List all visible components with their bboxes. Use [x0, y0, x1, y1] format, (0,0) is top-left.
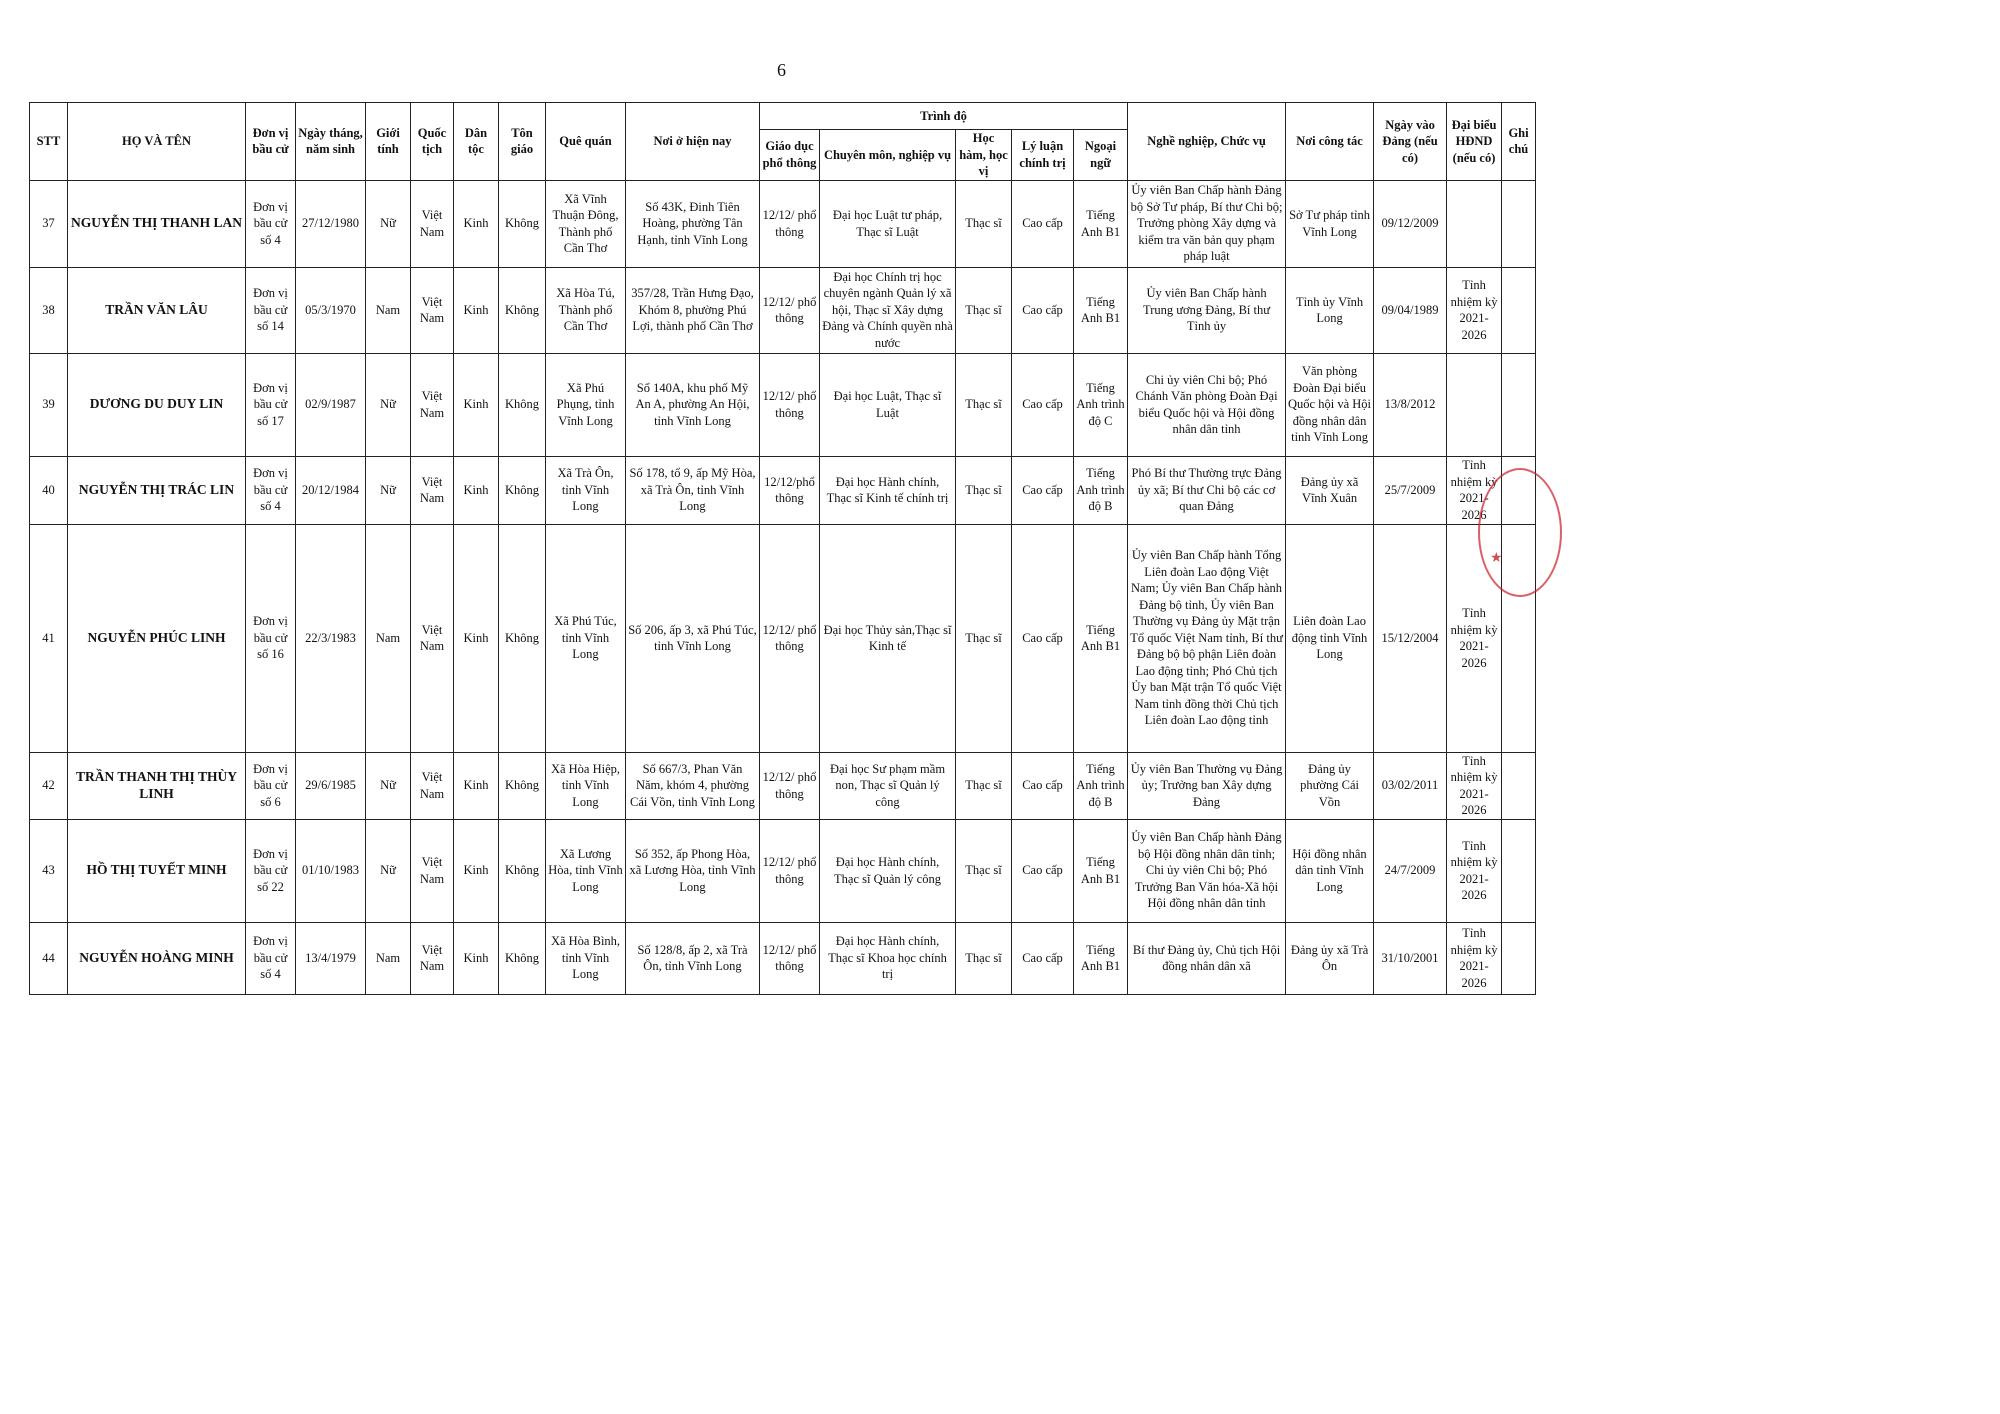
cell-unit: Đơn vị bầu cử số 22: [246, 819, 296, 922]
cell-gender: Nữ: [366, 456, 411, 524]
page-number: 6: [777, 60, 786, 80]
cell-hometown: Xã Vĩnh Thuận Đông, Thành phố Cần Thơ: [546, 180, 626, 267]
cell-gender: Nam: [366, 267, 411, 353]
cell-gender: Nam: [366, 524, 411, 752]
col-party-date: Ngày vào Đảng (nếu có): [1374, 103, 1447, 181]
cell-ethnicity: Kinh: [454, 180, 499, 267]
cell-specialty: Đại học Thủy sản,Thạc sĩ Kinh tế: [820, 524, 956, 752]
table-row: [30, 267, 1536, 353]
cell-religion: Không: [499, 267, 546, 353]
cell-party-date: 25/7/2009: [1374, 456, 1447, 524]
cell-party-date: 09/12/2009: [1374, 180, 1447, 267]
cell-language: Tiếng Anh B1: [1074, 267, 1128, 353]
col-unit: Đơn vị bầu cử: [246, 103, 296, 181]
col-specialty: Chuyên môn, nghiệp vụ: [820, 130, 956, 181]
cell-degree: Thạc sĩ: [956, 922, 1012, 994]
cell-specialty: Đại học Luật, Thạc sĩ Luật: [820, 353, 956, 456]
cell-language: Tiếng Anh B1: [1074, 922, 1128, 994]
cell-ethnicity: Kinh: [454, 922, 499, 994]
cell-language: Tiếng Anh B1: [1074, 524, 1128, 752]
col-education-group: Trình độ: [760, 103, 1128, 130]
cell-nationality: Việt Nam: [411, 456, 454, 524]
cell-delegate: Tỉnh nhiệm kỳ 2021-2026: [1447, 819, 1502, 922]
col-occupation: Nghề nghiệp, Chức vụ: [1128, 103, 1286, 181]
col-nationality: Quốc tịch: [411, 103, 454, 181]
cell-religion: Không: [499, 524, 546, 752]
cell-nationality: Việt Nam: [411, 922, 454, 994]
cell-unit: Đơn vị bầu cử số 4: [246, 180, 296, 267]
cell-unit: Đơn vị bầu cử số 4: [246, 456, 296, 524]
col-degree: Học hàm, học vị: [956, 130, 1012, 181]
cell-party-date: 03/02/2011: [1374, 752, 1447, 819]
cell-language: Tiếng Anh B1: [1074, 819, 1128, 922]
cell-note: [1502, 353, 1536, 456]
col-hometown: Quê quán: [546, 103, 626, 181]
cell-name: TRẦN VĂN LÂU: [68, 267, 246, 353]
cell-language: Tiếng Anh trình độ B: [1074, 752, 1128, 819]
cell-unit: Đơn vị bầu cử số 4: [246, 922, 296, 994]
cell-religion: Không: [499, 752, 546, 819]
cell-delegate: Tỉnh nhiệm kỳ 2021-2026: [1447, 752, 1502, 819]
cell-note: [1502, 819, 1536, 922]
cell-note: [1502, 524, 1536, 752]
cell-occupation: Ủy viên Ban Chấp hành Trung ương Đảng, Bí thư Tỉnh ủy: [1128, 267, 1286, 353]
cell-stt: 43: [30, 819, 68, 922]
cell-note: [1502, 456, 1536, 524]
col-delegate: Đại biểu HĐND (nếu có): [1447, 103, 1502, 181]
cell-religion: Không: [499, 819, 546, 922]
cell-delegate: Tỉnh nhiệm kỳ 2021-2026: [1447, 524, 1502, 752]
cell-name: HỒ THỊ TUYẾT MINH: [68, 819, 246, 922]
cell-general-ed: 12/12/ phổ thông: [760, 922, 820, 994]
cell-hometown: Xã Phú Túc, tỉnh Vĩnh Long: [546, 524, 626, 752]
table-row: [30, 524, 1536, 752]
cell-political: Cao cấp: [1012, 353, 1074, 456]
cell-stt: 44: [30, 922, 68, 994]
cell-delegate: [1447, 353, 1502, 456]
cell-ethnicity: Kinh: [454, 267, 499, 353]
col-stt: STT: [30, 103, 68, 181]
cell-nationality: Việt Nam: [411, 819, 454, 922]
cell-note: [1502, 180, 1536, 267]
cell-workplace: Liên đoàn Lao động tỉnh Vĩnh Long: [1286, 524, 1374, 752]
cell-residence: Số 128/8, ấp 2, xã Trà Ôn, tỉnh Vĩnh Long: [626, 922, 760, 994]
cell-hometown: Xã Trà Ôn, tỉnh Vĩnh Long: [546, 456, 626, 524]
cell-residence: Số 206, ấp 3, xã Phú Túc, tỉnh Vĩnh Long: [626, 524, 760, 752]
cell-stt: 41: [30, 524, 68, 752]
cell-stt: 40: [30, 456, 68, 524]
cell-general-ed: 12/12/phổ thông: [760, 456, 820, 524]
cell-political: Cao cấp: [1012, 922, 1074, 994]
cell-political: Cao cấp: [1012, 180, 1074, 267]
cell-gender: Nữ: [366, 180, 411, 267]
cell-specialty: Đại học Sư phạm mầm non, Thạc sĩ Quản lý công: [820, 752, 956, 819]
cell-hometown: Xã Hòa Bình, tỉnh Vĩnh Long: [546, 922, 626, 994]
cell-party-date: 09/04/1989: [1374, 267, 1447, 353]
col-workplace: Nơi công tác: [1286, 103, 1374, 181]
cell-political: Cao cấp: [1012, 524, 1074, 752]
cell-occupation: Ủy viên Ban Thường vụ Đảng ủy; Trưởng ban Xây dựng Đảng: [1128, 752, 1286, 819]
cell-stt: 38: [30, 267, 68, 353]
cell-ethnicity: Kinh: [454, 819, 499, 922]
cell-note: [1502, 267, 1536, 353]
cell-name: DƯƠNG DU DUY LIN: [68, 353, 246, 456]
cell-workplace: Tỉnh ủy Vĩnh Long: [1286, 267, 1374, 353]
cell-hometown: Xã Hòa Hiệp, tỉnh Vĩnh Long: [546, 752, 626, 819]
cell-religion: Không: [499, 456, 546, 524]
cell-residence: Số 667/3, Phan Văn Năm, khóm 4, phường Cái Vồn, tỉnh Vĩnh Long: [626, 752, 760, 819]
table-body: [30, 180, 1536, 994]
cell-delegate: Tỉnh nhiệm kỳ 2021-2026: [1447, 922, 1502, 994]
cell-occupation: Ủy viên Ban Chấp hành Tổng Liên đoàn Lao động Việt Nam; Ủy viên Ban Chấp hành Đảng bộ tỉnh, Ủy viên Ban Thường vụ Đảng ủy Mặt trận Tổ quốc Việt Nam tỉnh, Bí thư Đảng bộ bộ phận Liên đoàn Lao động tỉnh; Phó Chủ tịch Ủy ban Mặt trận Tổ quốc Việt Nam tỉnh đồng thời Chủ tịch Liên đoàn Lao động tỉnh: [1128, 524, 1286, 752]
col-gender: Giới tính: [366, 103, 411, 181]
cell-specialty: Đại học Chính trị học chuyên ngành Quản lý xã hội, Thạc sĩ Xây dựng Đảng và Chính quyền nhà nước: [820, 267, 956, 353]
cell-residence: Số 352, ấp Phong Hòa, xã Lương Hòa, tỉnh Vĩnh Long: [626, 819, 760, 922]
cell-occupation: Chi ủy viên Chi bộ; Phó Chánh Văn phòng Đoàn Đại biểu Quốc hội và Hội đồng nhân dân tỉnh: [1128, 353, 1286, 456]
cell-occupation: Phó Bí thư Thường trực Đảng ủy xã; Bí thư Chi bộ các cơ quan Đảng: [1128, 456, 1286, 524]
cell-degree: Thạc sĩ: [956, 180, 1012, 267]
col-note: Ghi chú: [1502, 103, 1536, 181]
cell-general-ed: 12/12/ phổ thông: [760, 524, 820, 752]
cell-stt: 37: [30, 180, 68, 267]
cell-political: Cao cấp: [1012, 752, 1074, 819]
cell-nationality: Việt Nam: [411, 752, 454, 819]
col-residence: Nơi ở hiện nay: [626, 103, 760, 181]
cell-dob: 27/12/1980: [296, 180, 366, 267]
cell-dob: 29/6/1985: [296, 752, 366, 819]
col-religion: Tôn giáo: [499, 103, 546, 181]
cell-religion: Không: [499, 922, 546, 994]
cell-hometown: Xã Hòa Tú, Thành phố Cần Thơ: [546, 267, 626, 353]
cell-degree: Thạc sĩ: [956, 353, 1012, 456]
cell-stt: 39: [30, 353, 68, 456]
cell-general-ed: 12/12/ phổ thông: [760, 353, 820, 456]
cell-unit: Đơn vị bầu cử số 6: [246, 752, 296, 819]
cell-workplace: Hội đồng nhân dân tỉnh Vĩnh Long: [1286, 819, 1374, 922]
cell-degree: Thạc sĩ: [956, 524, 1012, 752]
cell-general-ed: 12/12/ phổ thông: [760, 752, 820, 819]
cell-language: Tiếng Anh trình độ C: [1074, 353, 1128, 456]
cell-ethnicity: Kinh: [454, 353, 499, 456]
cell-hometown: Xã Lương Hòa, tỉnh Vĩnh Long: [546, 819, 626, 922]
cell-nationality: Việt Nam: [411, 180, 454, 267]
cell-language: Tiếng Anh B1: [1074, 180, 1128, 267]
table-row: [30, 353, 1536, 456]
cell-party-date: 13/8/2012: [1374, 353, 1447, 456]
cell-party-date: 15/12/2004: [1374, 524, 1447, 752]
cell-political: Cao cấp: [1012, 267, 1074, 353]
cell-nationality: Việt Nam: [411, 524, 454, 752]
cell-specialty: Đại học Hành chính, Thạc sĩ Kinh tế chính trị: [820, 456, 956, 524]
cell-degree: Thạc sĩ: [956, 267, 1012, 353]
cell-general-ed: 12/12/ phổ thông: [760, 819, 820, 922]
cell-ethnicity: Kinh: [454, 456, 499, 524]
table-row: [30, 819, 1536, 922]
table-row: [30, 180, 1536, 267]
cell-specialty: Đại học Hành chính, Thạc sĩ Quản lý công: [820, 819, 956, 922]
cell-gender: Nam: [366, 922, 411, 994]
cell-ethnicity: Kinh: [454, 752, 499, 819]
cell-delegate: Tỉnh nhiệm kỳ 2021-2026: [1447, 456, 1502, 524]
cell-workplace: Sở Tư pháp tỉnh Vĩnh Long: [1286, 180, 1374, 267]
candidate-table: [29, 102, 1536, 995]
cell-residence: Số 43K, Đinh Tiên Hoàng, phường Tân Hạnh, tỉnh Vĩnh Long: [626, 180, 760, 267]
cell-nationality: Việt Nam: [411, 267, 454, 353]
cell-party-date: 31/10/2001: [1374, 922, 1447, 994]
cell-political: Cao cấp: [1012, 456, 1074, 524]
cell-stt: 42: [30, 752, 68, 819]
cell-occupation: Ủy viên Ban Chấp hành Đảng bộ Hội đồng nhân dân tỉnh; Chi ủy viên Chi bộ; Phó Trưởng Ban Văn hóa-Xã hội Hội đồng nhân dân tỉnh: [1128, 819, 1286, 922]
cell-religion: Không: [499, 180, 546, 267]
cell-ethnicity: Kinh: [454, 524, 499, 752]
cell-general-ed: 12/12/ phổ thông: [760, 180, 820, 267]
cell-religion: Không: [499, 353, 546, 456]
cell-degree: Thạc sĩ: [956, 819, 1012, 922]
cell-occupation: Bí thư Đảng ủy, Chủ tịch Hội đồng nhân dân xã: [1128, 922, 1286, 994]
cell-specialty: Đại học Hành chính, Thạc sĩ Khoa học chính trị: [820, 922, 956, 994]
cell-dob: 05/3/1970: [296, 267, 366, 353]
stamp-star-icon: ★: [1490, 551, 1503, 566]
cell-dob: 22/3/1983: [296, 524, 366, 752]
cell-note: [1502, 922, 1536, 994]
cell-residence: Số 178, tổ 9, ấp Mỹ Hòa, xã Trà Ôn, tỉnh Vĩnh Long: [626, 456, 760, 524]
cell-party-date: 24/7/2009: [1374, 819, 1447, 922]
cell-degree: Thạc sĩ: [956, 456, 1012, 524]
cell-political: Cao cấp: [1012, 819, 1074, 922]
cell-language: Tiếng Anh trình độ B: [1074, 456, 1128, 524]
cell-workplace: Đảng ủy xã Trà Ôn: [1286, 922, 1374, 994]
cell-note: [1502, 752, 1536, 819]
col-name: HỌ VÀ TÊN: [68, 103, 246, 181]
col-dob: Ngày tháng, năm sinh: [296, 103, 366, 181]
cell-dob: 13/4/1979: [296, 922, 366, 994]
cell-residence: Số 140A, khu phố Mỹ An A, phường An Hội, tỉnh Vĩnh Long: [626, 353, 760, 456]
cell-workplace: Đảng ủy xã Vĩnh Xuân: [1286, 456, 1374, 524]
cell-nationality: Việt Nam: [411, 353, 454, 456]
col-ethnicity: Dân tộc: [454, 103, 499, 181]
cell-unit: Đơn vị bầu cử số 17: [246, 353, 296, 456]
cell-degree: Thạc sĩ: [956, 752, 1012, 819]
cell-name: NGUYỄN HOÀNG MINH: [68, 922, 246, 994]
col-political: Lý luận chính trị: [1012, 130, 1074, 181]
table-row: [30, 456, 1536, 524]
cell-gender: Nữ: [366, 752, 411, 819]
cell-name: TRẦN THANH THỊ THÙY LINH: [68, 752, 246, 819]
cell-workplace: Văn phòng Đoàn Đại biểu Quốc hội và Hội đồng nhân dân tỉnh Vĩnh Long: [1286, 353, 1374, 456]
table-row: [30, 922, 1536, 994]
cell-workplace: Đảng ủy phường Cái Vồn: [1286, 752, 1374, 819]
cell-dob: 20/12/1984: [296, 456, 366, 524]
header-row-top: [30, 103, 1536, 130]
cell-delegate: [1447, 180, 1502, 267]
cell-hometown: Xã Phú Phụng, tỉnh Vĩnh Long: [546, 353, 626, 456]
cell-name: NGUYỄN THỊ THANH LAN: [68, 180, 246, 267]
col-general-ed: Giáo dục phổ thông: [760, 130, 820, 181]
cell-occupation: Ủy viên Ban Chấp hành Đảng bộ Sở Tư pháp, Bí thư Chi bộ; Trưởng phòng Xây dựng và kiểm tra văn bản quy phạm pháp luật: [1128, 180, 1286, 267]
cell-unit: Đơn vị bầu cử số 16: [246, 524, 296, 752]
cell-dob: 01/10/1983: [296, 819, 366, 922]
cell-name: NGUYỄN PHÚC LINH: [68, 524, 246, 752]
cell-unit: Đơn vị bầu cử số 14: [246, 267, 296, 353]
cell-gender: Nữ: [366, 819, 411, 922]
cell-gender: Nữ: [366, 353, 411, 456]
cell-residence: 357/28, Trần Hưng Đạo, Khóm 8, phường Phú Lợi, thành phố Cần Thơ: [626, 267, 760, 353]
cell-dob: 02/9/1987: [296, 353, 366, 456]
cell-specialty: Đại học Luật tư pháp, Thạc sĩ Luật: [820, 180, 956, 267]
cell-general-ed: 12/12/ phổ thông: [760, 267, 820, 353]
table-row: [30, 752, 1536, 819]
col-language: Ngoại ngữ: [1074, 130, 1128, 181]
cell-delegate: Tỉnh nhiệm kỳ 2021-2026: [1447, 267, 1502, 353]
cell-name: NGUYỄN THỊ TRÁC LIN: [68, 456, 246, 524]
